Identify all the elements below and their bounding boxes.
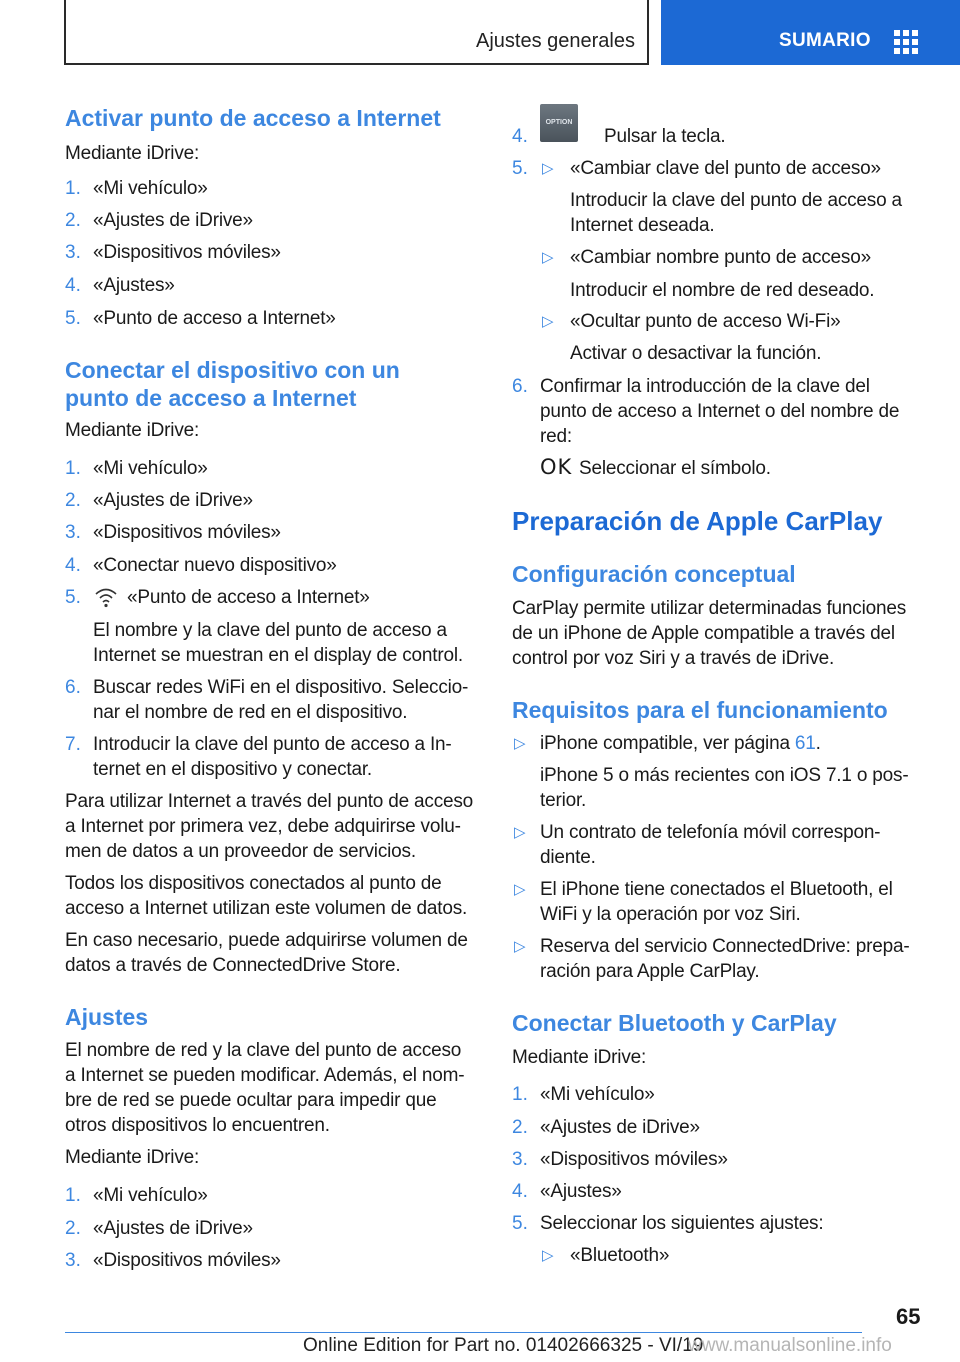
intro-text: Mediante iDrive:: [65, 420, 200, 441]
wifi-icon: [93, 585, 119, 609]
step-number: 6.: [512, 376, 528, 397]
bullet-item: «Cambiar clave del punto de acceso»: [570, 158, 881, 179]
page-header: [0, 0, 960, 66]
step-item: «Punto de acceso a Internet»: [93, 308, 336, 329]
step-number: 1.: [512, 1084, 528, 1105]
step-note: Internet se muestran en el display de control.: [93, 645, 463, 666]
page-link[interactable]: 61: [794, 733, 816, 754]
step-item: «Mi vehículo»: [540, 1084, 655, 1105]
step-number: 7.: [65, 734, 81, 755]
bullet-item: El iPhone tiene conectados el Bluetooth, el: [540, 879, 893, 900]
body-text: datos a través de ConnectedDrive Store.: [65, 955, 401, 976]
bullet-item: WiFi y la operación por voz Siri.: [540, 904, 801, 925]
step-number: 5.: [512, 1213, 528, 1234]
step-number: 3.: [65, 1250, 81, 1271]
step-number: 2.: [65, 490, 81, 511]
body-text: Todos los dispositivos conectados al punto de: [65, 873, 442, 894]
body-text: a Internet por primera vez, debe adquirirse volu‐: [65, 816, 461, 837]
ok-icon: OK: [540, 455, 573, 479]
option-key-label: OPTION: [540, 104, 578, 142]
bullet-triangle-icon: ▷: [542, 160, 554, 177]
step-number: 6.: [65, 677, 81, 698]
heading-conectar-dispositivo-l2: punto de acceso a Internet: [65, 385, 357, 411]
heading-activar-punto: Activar punto de acceso a Internet: [65, 105, 441, 131]
step-number: 5.: [512, 158, 528, 179]
step-number: 4.: [65, 555, 81, 576]
body-text: El nombre de red y la clave del punto de acceso: [65, 1040, 462, 1061]
intro-text: Mediante iDrive:: [65, 143, 200, 164]
body-text: Para utilizar Internet a través del punto de acceso: [65, 791, 474, 812]
step-item: nar el nombre de red en el dispositivo.: [93, 702, 408, 723]
grid-icon: [894, 30, 922, 54]
bullet-triangle-icon: ▷: [514, 824, 526, 841]
watermark-text: www.manualsonline.info: [688, 1335, 892, 1356]
heading-configuracion: Configuración conceptual: [512, 561, 796, 587]
step-number: 1.: [65, 178, 81, 199]
step-number: 5.: [65, 587, 81, 608]
bullet-note: Internet deseada.: [570, 215, 715, 236]
section-title: Ajustes generales: [476, 30, 635, 52]
heading-requisitos: Requisitos para el funcionamiento: [512, 697, 888, 723]
body-text: En caso necesario, puede adquirirse volumen de: [65, 930, 468, 951]
body-text: CarPlay permite utilizar determinadas funciones: [512, 598, 907, 619]
step-item: «Punto de acceso a Internet»: [127, 587, 370, 608]
step-item: «Ajustes de iDrive»: [93, 490, 253, 511]
bullet-triangle-icon: ▷: [514, 735, 526, 752]
step-item: «Ajustes»: [540, 1181, 622, 1202]
page-number: 65: [896, 1304, 921, 1329]
bullet-item: Un contrato de telefonía móvil correspon‐: [540, 822, 881, 843]
step-item: Seleccionar los siguientes ajustes:: [540, 1213, 824, 1234]
step-number: 4.: [512, 126, 528, 147]
footer-divider: [65, 1332, 862, 1333]
heading-ajustes: Ajustes: [65, 1004, 149, 1030]
step-number: 4.: [512, 1181, 528, 1202]
step-item: «Mi vehículo»: [93, 178, 208, 199]
bullet-triangle-icon: ▷: [542, 249, 554, 266]
bullet-item: «Bluetooth»: [570, 1245, 670, 1266]
step-item: «Dispositivos móviles»: [93, 242, 281, 263]
step-item: «Ajustes de iDrive»: [93, 1218, 253, 1239]
req-text: iPhone compatible, ver página: [540, 733, 795, 754]
step-number: 2.: [512, 1117, 528, 1138]
step-note: El nombre y la clave del punto de acceso a: [93, 620, 447, 641]
bullet-note: terior.: [540, 790, 587, 811]
body-text: a Internet se pueden modificar. Además, el nom‐: [65, 1065, 465, 1086]
step-item: «Mi vehículo»: [93, 1185, 208, 1206]
bullet-triangle-icon: ▷: [542, 313, 554, 330]
step-number: 3.: [65, 242, 81, 263]
body-text: control por voz Siri y a través de iDrive.: [512, 648, 835, 669]
sumario-button[interactable]: [661, 0, 960, 65]
heading-conectar-bluetooth: Conectar Bluetooth y CarPlay: [512, 1010, 837, 1036]
step-item: Confirmar la introducción de la clave del: [540, 376, 870, 397]
step-item: «Dispositivos móviles»: [93, 522, 281, 543]
header-section-box: [64, 0, 649, 65]
step-item: «Ajustes de iDrive»: [540, 1117, 700, 1138]
step-number: 1.: [65, 458, 81, 479]
bullet-item: «Cambiar nombre punto de acceso»: [570, 247, 871, 268]
step-number: 2.: [65, 210, 81, 231]
step-number: 3.: [65, 522, 81, 543]
option-key-icon: [540, 104, 584, 142]
bullet-triangle-icon: ▷: [514, 881, 526, 898]
body-text: acceso a Internet utilizan este volumen de datos.: [65, 898, 468, 919]
body-text: otros dispositivos lo encuentren.: [65, 1115, 330, 1136]
sumario-label: SUMARIO: [779, 30, 871, 51]
step-item: «Ajustes de iDrive»: [93, 210, 253, 231]
step-number: 4.: [65, 275, 81, 296]
body-text: bre de red se puede ocultar para impedir que: [65, 1090, 437, 1111]
step-item: Introducir la clave del punto de acceso a In‐: [93, 734, 452, 755]
intro-text: Mediante iDrive:: [512, 1047, 647, 1068]
bullet-item: diente.: [540, 847, 596, 868]
bullet-item: Reserva del servicio ConnectedDrive: prepa‐: [540, 936, 910, 957]
body-text: men de datos a un proveedor de servicios.: [65, 841, 416, 862]
bullet-note: Introducir la clave del punto de acceso a: [570, 190, 902, 211]
step-number: 3.: [512, 1149, 528, 1170]
bullet-note: iPhone 5 o más recientes con iOS 7.1 o pos‐: [540, 765, 909, 786]
step-item: Pulsar la tecla.: [604, 126, 726, 147]
step-item: «Ajustes»: [93, 275, 175, 296]
step-item: «Dispositivos móviles»: [540, 1149, 728, 1170]
step-item: «Conectar nuevo dispositivo»: [93, 555, 337, 576]
intro-text: Mediante iDrive:: [65, 1147, 200, 1168]
step-item: Buscar redes WiFi en el dispositivo. Seleccio‐: [93, 677, 469, 698]
step-number: 2.: [65, 1218, 81, 1239]
step-item: «Mi vehículo»: [93, 458, 208, 479]
step-note: Seleccionar el símbolo.: [579, 458, 771, 479]
edition-text: Online Edition for Part no. 01402666325 - VI/19: [303, 1335, 704, 1356]
bullet-note: Introducir el nombre de red deseado.: [570, 280, 875, 301]
step-item: red:: [540, 426, 572, 447]
heading-preparacion-carplay: Preparación de Apple CarPlay: [512, 506, 883, 536]
heading-conectar-dispositivo: Conectar el dispositivo con un: [65, 357, 400, 383]
step-item: «Dispositivos móviles»: [93, 1250, 281, 1271]
body-text: de un iPhone de Apple compatible a través del: [512, 623, 895, 644]
step-item: ternet en el dispositivo y conectar.: [93, 759, 373, 780]
bullet-triangle-icon: ▷: [514, 938, 526, 955]
bullet-item: [540, 731, 930, 756]
step-number: 5.: [65, 308, 81, 329]
bullet-item: ración para Apple CarPlay.: [540, 961, 760, 982]
bullet-note: Activar o desactivar la función.: [570, 343, 822, 364]
bullet-item: «Ocultar punto de acceso Wi‑Fi»: [570, 311, 841, 332]
req-text: .: [815, 733, 821, 754]
step-item: punto de acceso a Internet o del nombre de: [540, 401, 900, 422]
bullet-triangle-icon: ▷: [542, 1247, 554, 1264]
step-number: 1.: [65, 1185, 81, 1206]
